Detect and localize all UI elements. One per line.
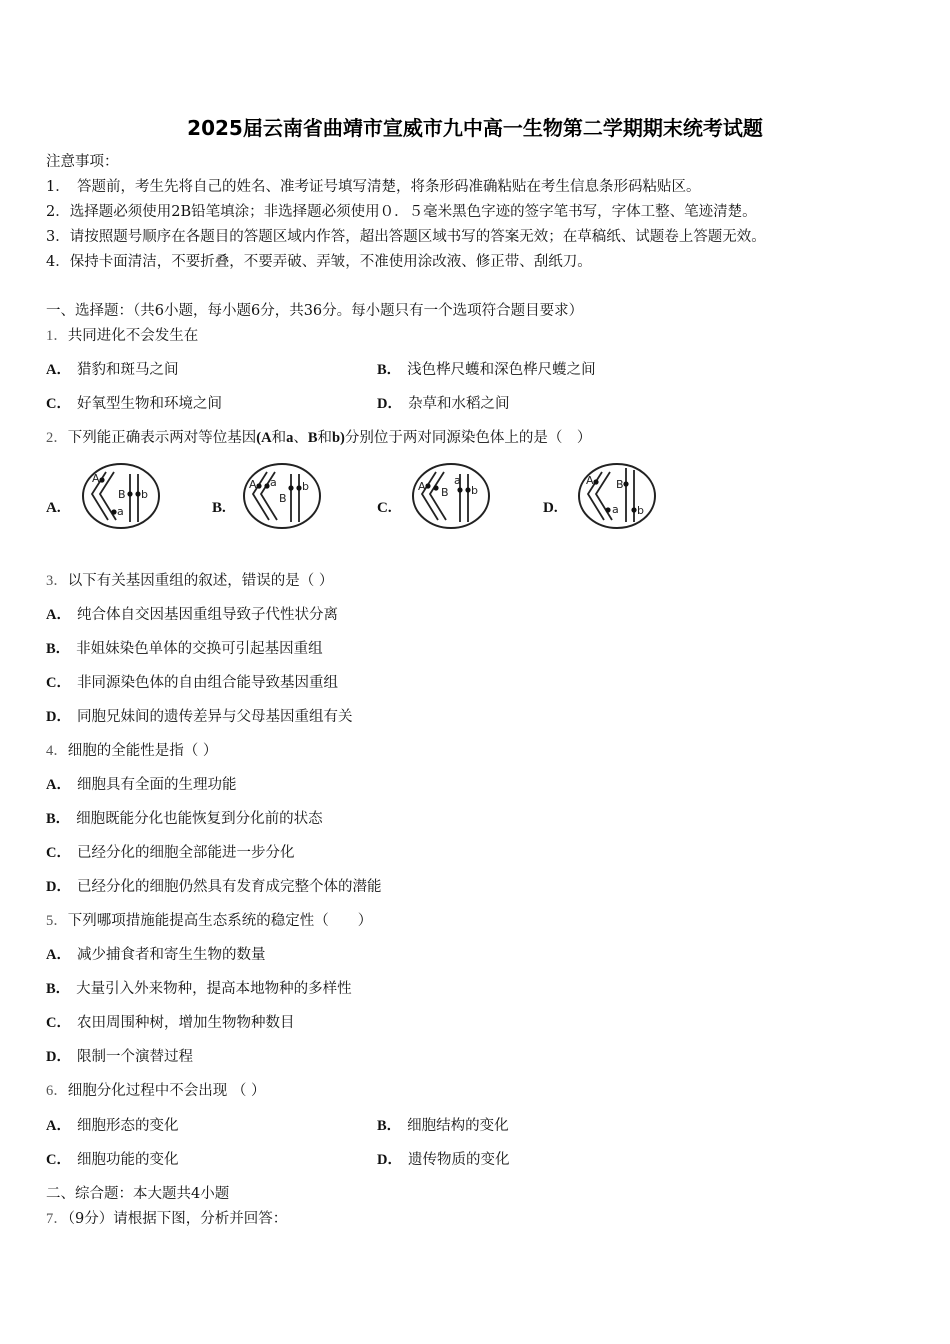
q6-option-c[interactable] bbox=[46, 1150, 178, 1170]
q3-option-d[interactable] bbox=[46, 707, 352, 727]
svg-text:a: a bbox=[454, 474, 461, 487]
option-text: 细胞形态的变化 bbox=[76, 1118, 179, 1134]
question-2 bbox=[46, 428, 591, 448]
option-letter: D． bbox=[377, 1152, 402, 1168]
q2-option-a-label[interactable]: A. bbox=[46, 500, 61, 516]
option-text: 已经分化的细胞全部能进一步分化 bbox=[76, 845, 295, 861]
svg-text:A: A bbox=[92, 472, 100, 485]
option-letter: C． bbox=[46, 675, 71, 691]
question-number: 3． bbox=[46, 573, 68, 589]
option-text: 细胞具有全面的生理功能 bbox=[76, 777, 237, 793]
option-letter: D． bbox=[46, 709, 71, 725]
option-text: 已经分化的细胞仍然具有发育成完整个体的潜能 bbox=[76, 879, 382, 895]
svg-text:A: A bbox=[418, 480, 426, 493]
section-2-heading: 二、综合题：本大题共4小题 bbox=[46, 1186, 230, 1202]
question-3 bbox=[46, 571, 333, 591]
chromosome-diagram-c[interactable] bbox=[410, 460, 492, 532]
svg-text:B: B bbox=[279, 492, 287, 505]
svg-text:a: a bbox=[612, 503, 619, 516]
option-text: 浅色桦尺蠖和深色桦尺蠖之间 bbox=[407, 362, 596, 378]
svg-text:A: A bbox=[249, 478, 257, 491]
svg-text:B: B bbox=[441, 486, 449, 499]
q2-option-d-label[interactable]: D. bbox=[543, 500, 558, 516]
chromosome-diagram-a[interactable] bbox=[80, 460, 162, 532]
q3-option-b[interactable] bbox=[46, 639, 323, 659]
q2-option-b-label[interactable]: B. bbox=[212, 500, 226, 516]
q1-option-b[interactable] bbox=[377, 360, 596, 380]
option-text: 细胞功能的变化 bbox=[76, 1152, 179, 1168]
question-stem: 下列能正确表示两对等位基因 bbox=[67, 430, 257, 446]
q5-option-c[interactable] bbox=[46, 1013, 294, 1033]
option-letter: B． bbox=[377, 1118, 402, 1134]
question-stem: 下列哪项措施能提高生态系统的稳定性（ ） bbox=[67, 913, 373, 929]
q1-option-c[interactable] bbox=[46, 394, 222, 414]
q4-option-c[interactable] bbox=[46, 843, 294, 863]
option-text: 非同源染色体的自由组合能导致基因重组 bbox=[76, 675, 338, 691]
option-letter: A． bbox=[46, 362, 71, 378]
option-letter: C． bbox=[46, 845, 71, 861]
question-1 bbox=[46, 326, 198, 346]
option-letter: A． bbox=[46, 607, 71, 623]
option-text: 大量引入外来物种，提高本地物种的多样性 bbox=[76, 981, 352, 997]
notice-item-4: 4．保持卡面清洁，不要折叠，不要弄破、弄皱，不准使用涂改液、修正带、刮纸刀。 bbox=[46, 254, 592, 270]
question-number: 5． bbox=[46, 913, 68, 929]
question-6 bbox=[46, 1081, 265, 1101]
svg-text:b: b bbox=[141, 488, 148, 501]
question-number: 1． bbox=[46, 328, 68, 344]
option-text: 非姐妹染色单体的交换可引起基因重组 bbox=[76, 641, 323, 657]
question-number: 6． bbox=[46, 1083, 68, 1099]
question-5 bbox=[46, 911, 372, 931]
q6-option-d[interactable] bbox=[377, 1150, 509, 1170]
gene-label: a bbox=[286, 430, 294, 446]
svg-text:b: b bbox=[637, 504, 644, 517]
page-title: 2025届云南省曲靖市宣威市九中高一生物第二学期期末统考试题 bbox=[187, 116, 763, 140]
stem-text: 和 bbox=[317, 430, 332, 446]
notice-heading: 注意事项： bbox=[46, 154, 119, 170]
option-text: 遗传物质的变化 bbox=[407, 1152, 510, 1168]
q4-option-d[interactable] bbox=[46, 877, 381, 897]
svg-text:a: a bbox=[117, 505, 124, 518]
option-letter: C． bbox=[46, 1015, 71, 1031]
option-letter: A． bbox=[46, 947, 71, 963]
q5-option-a[interactable] bbox=[46, 945, 265, 965]
option-letter: B． bbox=[46, 811, 71, 827]
chromosome-diagram-d[interactable] bbox=[576, 460, 658, 532]
option-letter: A． bbox=[46, 777, 71, 793]
option-text: 同胞兄妹间的遗传差异与父母基因重组有关 bbox=[76, 709, 353, 725]
option-letter: C． bbox=[46, 396, 71, 412]
q6-option-a[interactable] bbox=[46, 1116, 178, 1136]
q3-option-a[interactable] bbox=[46, 605, 338, 625]
q5-option-b[interactable] bbox=[46, 979, 352, 999]
option-text: 农田周围种树，增加生物物种数目 bbox=[76, 1015, 295, 1031]
option-text: 细胞既能分化也能恢复到分化前的状态 bbox=[76, 811, 323, 827]
option-letter: D． bbox=[46, 1049, 71, 1065]
q1-option-d[interactable] bbox=[377, 394, 509, 414]
chromosome-diagram-b[interactable] bbox=[241, 460, 323, 532]
question-4 bbox=[46, 741, 217, 761]
svg-text:A: A bbox=[586, 474, 594, 487]
q1-option-a[interactable] bbox=[46, 360, 178, 380]
question-7 bbox=[46, 1209, 287, 1229]
option-text: 猎豹和斑马之间 bbox=[76, 362, 179, 378]
notice-item-1: 1． 答题前，考生先将自己的姓名、准考证号填写清楚，将条形码准确粘贴在考生信息条形码粘贴区。 bbox=[46, 179, 701, 195]
option-letter: D． bbox=[46, 879, 71, 895]
question-stem: 共同进化不会发生在 bbox=[67, 328, 199, 344]
question-stem: 细胞分化过程中不会出现 （ ） bbox=[67, 1083, 266, 1099]
question-stem: 以下有关基因重组的叙述，错误的是（ ） bbox=[67, 573, 334, 589]
svg-text:B: B bbox=[616, 478, 624, 491]
q5-option-d[interactable] bbox=[46, 1047, 193, 1067]
svg-text:a: a bbox=[270, 476, 277, 489]
q4-option-a[interactable] bbox=[46, 775, 236, 795]
svg-text:B: B bbox=[118, 488, 126, 501]
svg-text:b: b bbox=[302, 480, 309, 493]
gene-label: (A bbox=[256, 430, 272, 446]
q3-option-c[interactable] bbox=[46, 673, 338, 693]
option-text: 减少捕食者和寄生生物的数量 bbox=[76, 947, 266, 963]
option-letter: C． bbox=[46, 1152, 71, 1168]
section-1-heading: 一、选择题：（共6小题，每小题6分，共36分。每小题只有一个选项符合题目要求） bbox=[46, 303, 584, 319]
stem-text: 分别位于两对同源染色体上的是（ ） bbox=[344, 430, 592, 446]
option-letter: B． bbox=[377, 362, 402, 378]
question-stem: （9分）请根据下图，分析并回答： bbox=[67, 1211, 288, 1227]
gene-label: B bbox=[307, 430, 318, 446]
notice-item-3: 3．请按照题号顺序在各题目的答题区域内作答，超出答题区域书写的答案无效；在草稿纸、试题卷上答题无效。 bbox=[46, 229, 766, 245]
q4-option-b[interactable] bbox=[46, 809, 323, 829]
stem-text: 和 bbox=[271, 430, 287, 446]
gene-label: b) bbox=[331, 430, 345, 446]
option-text: 杂草和水稻之间 bbox=[407, 396, 510, 412]
option-letter: A． bbox=[46, 1118, 71, 1134]
question-number: 4． bbox=[46, 743, 68, 759]
option-text: 好氧型生物和环境之间 bbox=[76, 396, 222, 412]
option-letter: D． bbox=[377, 396, 402, 412]
option-text: 纯合体自交因基因重组导致子代性状分离 bbox=[76, 607, 338, 623]
option-text: 限制一个演替过程 bbox=[76, 1049, 193, 1065]
stem-text: 、 bbox=[293, 430, 308, 446]
question-number: 7． bbox=[46, 1211, 68, 1227]
option-letter: B． bbox=[46, 981, 71, 997]
q6-option-b[interactable] bbox=[377, 1116, 509, 1136]
q2-option-c-label[interactable]: C. bbox=[377, 500, 392, 516]
option-text: 细胞结构的变化 bbox=[407, 1118, 509, 1134]
question-number: 2． bbox=[46, 430, 68, 446]
notice-item-2: 2．选择题必须使用2B铅笔填涂；非选择题必须使用０．５毫米黑色字迹的签字笔书写，字体工整、笔迹清楚。 bbox=[46, 204, 757, 220]
svg-text:b: b bbox=[471, 484, 478, 497]
option-letter: B． bbox=[46, 641, 71, 657]
question-stem: 细胞的全能性是指（ ） bbox=[67, 743, 218, 759]
